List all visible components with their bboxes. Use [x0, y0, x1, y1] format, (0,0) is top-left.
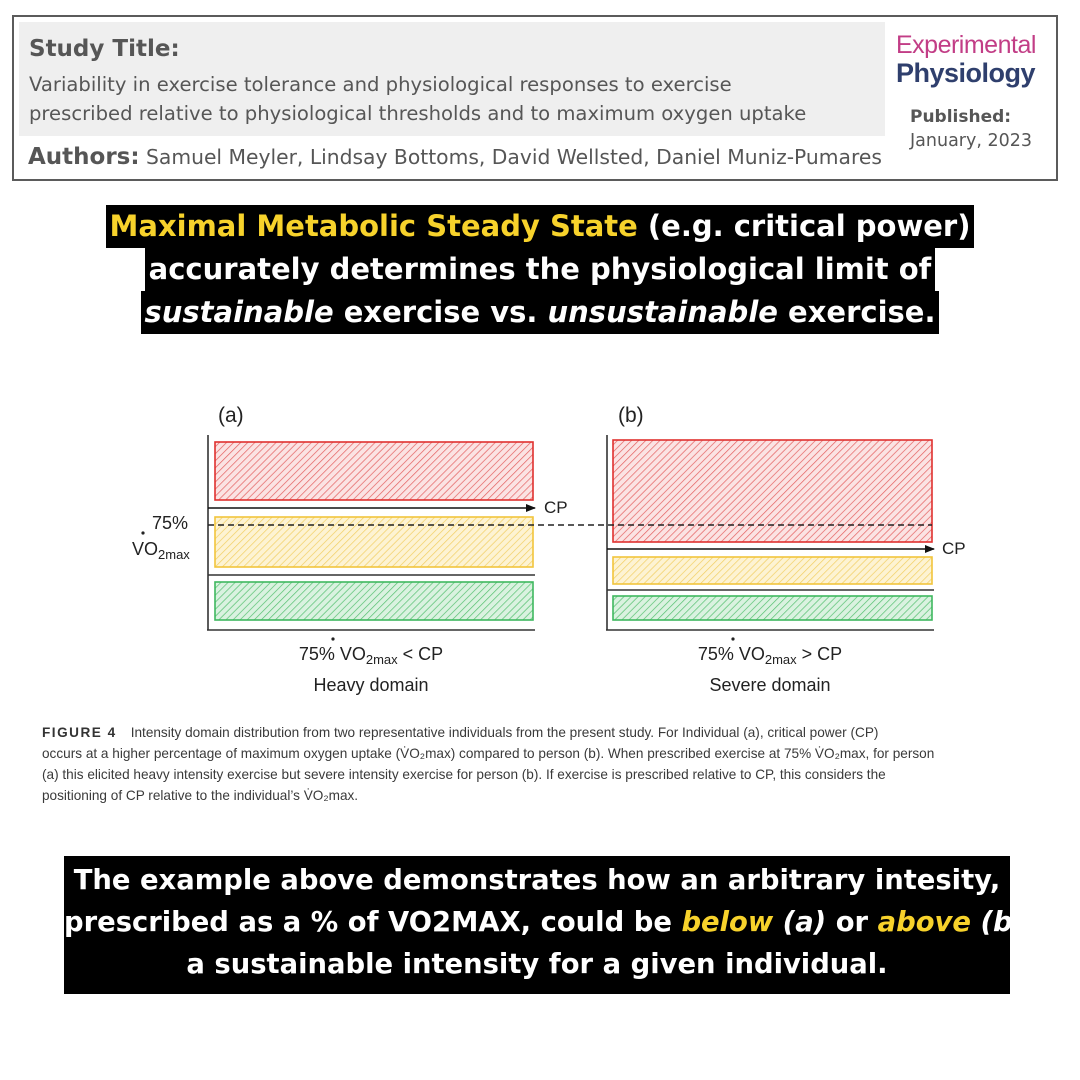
conclusion-below: below [681, 907, 774, 938]
panel-b-comparison [698, 644, 842, 667]
conclusion-box [64, 856, 1026, 994]
study-title-label: Study Title: [29, 36, 180, 62]
headline-line-2: accurately determines the physiological limit of [145, 248, 936, 291]
panel-b-comparison-sub: 2max [764, 652, 797, 667]
caption-line-3: (a) this elicited heavy intensity exercise but severe intensity exercise for person (b). If exercise is prescribed relative to CP, this considers the [42, 767, 886, 782]
panel-b-vo2-dot [731, 637, 734, 640]
caption-line-1-text: Intensity domain distribution from two representative individuals from the present study. For Individual (a), critical power (CP) [130, 725, 879, 740]
panel-a [207, 435, 568, 695]
y-axis-vo2-main: VO [132, 539, 159, 559]
caption-line-2: occurs at a higher percentage of maximum oxygen uptake (V̇O₂max) compared to person (b). When prescribed exercise at 75% V̇O₂max, for person [42, 746, 935, 761]
figure-caption [42, 722, 1042, 806]
panel-a-comparison-pre: 75% VO [298, 644, 366, 664]
panel-a-comparison-post: < CP [397, 644, 444, 664]
figure-number: FIGURE 4 [42, 725, 117, 740]
panel-a-comparison-sub: 2max [365, 652, 398, 667]
headline-sustainable: sustainable [144, 295, 334, 329]
panel-b-cp-label: CP [942, 539, 966, 558]
headline-highlight: Maximal Metabolic Steady State [109, 209, 638, 243]
y-axis-vo2-dot [141, 531, 144, 534]
panel-b-label: (b) [618, 404, 644, 427]
headline [0, 205, 1080, 334]
authors-line [28, 144, 882, 170]
panel-b-comparison-post: > CP [796, 644, 843, 664]
authors-label: Authors: [28, 144, 140, 170]
headline-exercise: exercise. [777, 295, 936, 329]
journal-logo [896, 31, 1036, 87]
panel-a-label: (a) [218, 404, 244, 427]
panel-b-domain: Severe domain [709, 675, 831, 695]
headline-line-1 [106, 205, 975, 248]
panel-b [606, 435, 966, 695]
y-axis-vo2-label [132, 539, 190, 562]
panel-b-comparison-pre: 75% VO [697, 644, 765, 664]
conclusion-a: (a) [773, 907, 827, 938]
conclusion-b: (b) [970, 907, 1026, 938]
study-header-card [12, 15, 1058, 181]
y-axis-vo2-sub: 2max [158, 547, 190, 562]
conclusion-above: above [877, 907, 971, 938]
panel-a-severe-bar [215, 442, 533, 500]
journal-name-line-2: Physiology [896, 58, 1036, 88]
conclusion-line-2-a: prescribed as a % of VO2MAX, could be [64, 907, 682, 938]
published-date: January, 2023 [910, 131, 1033, 151]
panel-a-vo2-dot [331, 637, 334, 640]
conclusion-line-1: The example above demonstrates how an arbitrary intesity, [73, 865, 1001, 896]
panel-a-moderate-bar [215, 582, 533, 620]
caption-line-1 [42, 722, 1042, 743]
published-label: Published: [910, 107, 1012, 127]
study-title-text [29, 70, 879, 128]
authors-names: Samuel Meyler, Lindsay Bottoms, David Wellsted, Daniel Muniz-Pumares [146, 145, 882, 169]
intensity-domain-figure [130, 390, 980, 710]
journal-name-line-1: Experimental [896, 31, 1036, 59]
caption-line-4: positioning of CP relative to the individual’s V̇O₂max. [42, 788, 359, 803]
conclusion-or: or [826, 907, 878, 938]
conclusion-line-3: a sustainable intensity for a given individual. [186, 949, 888, 980]
y-axis-pct-label: 75% [152, 513, 189, 533]
conclusion-line-2 [64, 902, 1026, 944]
panel-b-severe-bar [613, 440, 932, 542]
panel-a-domain: Heavy domain [313, 675, 429, 695]
headline-line-1-rest: (e.g. critical power) [637, 209, 971, 243]
headline-unsustainable: unsustainable [547, 295, 778, 329]
panel-b-heavy-bar [613, 557, 932, 584]
headline-line-3 [141, 291, 940, 334]
panel-a-cp-label: CP [544, 498, 568, 517]
study-title-line-2: prescribed relative to physiological thresholds and to maximum oxygen uptake [29, 102, 807, 125]
study-title-panel [19, 22, 885, 136]
study-title-line-1: Variability in exercise tolerance and physiological responses to exercise [29, 73, 732, 96]
headline-vs: exercise vs. [333, 295, 548, 329]
panel-b-moderate-bar [613, 596, 932, 620]
panel-a-comparison [299, 644, 443, 667]
